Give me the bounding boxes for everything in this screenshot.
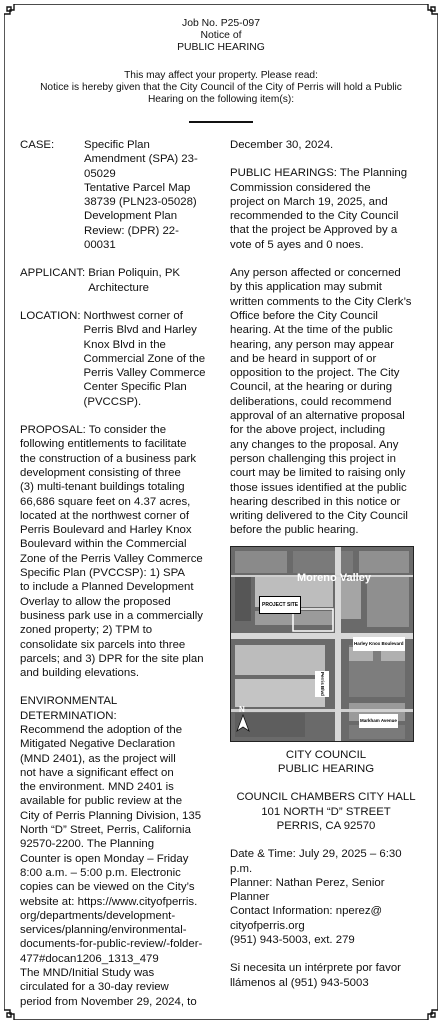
job-number: Job No. P25-097 <box>182 18 260 29</box>
map-harley-knox-label: Harley Knox Boulevard <box>353 637 405 651</box>
notice-header <box>0 18 442 54</box>
comments-text <box>230 266 422 538</box>
text-line: Mitigated Negative Declaration <box>20 738 176 751</box>
intro <box>28 70 414 106</box>
text-line: Date & Time: July 29, 2025 – 6:30 <box>230 848 402 861</box>
text-line: Brian Poliquin, PK <box>88 267 181 280</box>
text-line: Si necesita un intérprete por favor <box>230 962 401 975</box>
text-line: before the public hearing. <box>230 524 359 537</box>
text-line: Planner: Nathan Perez, Senior <box>230 876 385 889</box>
text-line: 92570-2200. The Planning <box>20 838 155 851</box>
text-line: person challenging this project in <box>230 452 396 465</box>
text-line: consolidate six parcels into three <box>20 638 186 651</box>
text-line: period from November 29, 2024, to <box>20 995 197 1008</box>
applicant-label: APPLICANT: <box>20 267 86 280</box>
text-line: documents-for-public-review/-folder- <box>20 938 203 951</box>
council-line-1: CITY COUNCIL <box>285 748 367 761</box>
text-line: Tentative Parcel Map <box>84 181 191 194</box>
text-line: by this application may submit <box>230 281 382 294</box>
venue-block <box>230 790 422 833</box>
text-line: Contact Information: nperez@ <box>230 905 383 918</box>
text-line: hearing described in this notice or <box>230 495 401 508</box>
text-line: Center Specific Plan <box>83 381 187 394</box>
case-text <box>84 138 198 252</box>
text-line: llámenos al (951) 943-5003 <box>230 976 369 989</box>
text-line: Planner <box>230 891 270 904</box>
text-line: development consisting of three <box>20 466 181 479</box>
text-line: services/planning/environmental- <box>20 924 187 937</box>
text-line: PROPOSAL: To consider the <box>20 424 167 437</box>
spanish-interpreter-note <box>230 961 422 990</box>
text-line: website at: https://www.cityofperris. <box>20 895 198 908</box>
text-line: Commission considered the <box>230 181 371 194</box>
text-line: Specific Plan (PVCCSP): 1) SPA <box>20 567 186 580</box>
case-block <box>20 138 216 252</box>
venue-line-1: COUNCIL CHAMBERS CITY HALL <box>236 791 416 804</box>
text-line: Development Plan <box>84 210 178 223</box>
text-line: 05029 <box>84 167 116 180</box>
text-line: hearing, any person may appear <box>230 338 395 351</box>
text-line: 38739 (PLN23-05028) <box>84 196 197 209</box>
text-line: court may be limited to raising only <box>230 467 406 480</box>
text-line: ENVIRONMENTAL <box>20 695 118 708</box>
location-block <box>20 309 216 409</box>
text-line: Any person affected or concerned <box>230 267 401 280</box>
text-line: 8:00 a.m. – 5:00 p.m. Electronic <box>20 866 181 879</box>
text-line: Knox Blvd in the <box>83 338 166 351</box>
text-line: Office before the City Council <box>230 309 378 322</box>
text-line: Recommend the adoption of the <box>20 723 183 736</box>
text-line: org/departments/development- <box>20 909 176 922</box>
text-line: 00031 <box>84 239 116 252</box>
text-line: Perris Valley Commerce <box>83 367 206 380</box>
text-line: and building elevations. <box>20 667 140 680</box>
map-perris-blvd-label: Perris Blvd <box>315 671 329 697</box>
text-line: written comments to the City Clerk’s <box>230 295 412 308</box>
environmental-text <box>20 694 216 1009</box>
proposal-text <box>20 423 216 680</box>
text-line: and be heard in support of or <box>230 352 377 365</box>
text-line: cityofperris.org <box>230 919 305 932</box>
text-line: located at the northwest corner of <box>20 509 190 522</box>
text-line: to include a Planned Development <box>20 581 194 594</box>
text-line: 477#docan1206_1313_479 <box>20 952 159 965</box>
council-heading <box>230 748 422 777</box>
text-line: any changes to the proposal. Any <box>230 438 399 451</box>
divider-rule <box>189 121 253 123</box>
north-arrow-label: N <box>239 704 245 714</box>
text-line: circulated for a 30-day review <box>20 981 169 994</box>
text-line: (MND 2401), as the project will <box>20 752 176 765</box>
map-markham-label: Markham Avenue <box>359 714 398 728</box>
public-hearings-text <box>230 166 422 252</box>
text-line: (951) 943-5003, ext. 279 <box>230 933 355 946</box>
venue-line-2: 101 NORTH “D” STREET <box>261 805 391 818</box>
right-column <box>230 138 422 990</box>
text-line: (PVCCSP). <box>83 395 142 408</box>
text-line: Review: (DPR) 22- <box>84 224 179 237</box>
text-line: not have a significant effect on <box>20 766 174 779</box>
text-line: City of Perris Planning Division, 135 <box>20 809 202 822</box>
text-line: Overlay to allow the proposed <box>20 595 171 608</box>
text-line: recommended to the City Council <box>230 210 399 223</box>
text-line: available for public review at the <box>20 795 183 808</box>
text-line: business park use in a commercially <box>20 609 203 622</box>
text-line: Amendment (SPA) 23- <box>84 153 198 166</box>
text-line: The MND/Initial Study was <box>20 967 155 980</box>
text-line: p.m. <box>230 862 253 875</box>
location-label: LOCATION: <box>20 309 81 322</box>
text-line: hearing. At the time of the public <box>230 324 393 337</box>
text-line: the construction of a business park <box>20 452 197 465</box>
text-line: parcels; and 3) DPR for the site plan <box>20 652 204 665</box>
intro-line-2: Notice is hereby given that the City Council of the City of Perris will hold a Public Hearing on the following item(s): <box>40 82 402 105</box>
applicant-block <box>20 266 216 295</box>
text-line: opposition to the project. The City <box>230 367 400 380</box>
map-project-site-label: PROJECT SITE <box>259 596 301 614</box>
text-line: project on March 19, 2025, and <box>230 195 388 208</box>
text-line: Boulevard within the Commercial <box>20 538 187 551</box>
text-line: following entitlements to facilitate <box>20 438 187 451</box>
text-line: North “D” Street, Perris, California <box>20 824 191 837</box>
text-line: (3) multi-tenant buildings totaling <box>20 481 185 494</box>
notice-title: PUBLIC HEARING <box>177 42 265 53</box>
text-line: writing delivered to the City Council <box>230 510 408 523</box>
text-line: the environment. MND 2401 is <box>20 781 174 794</box>
text-line: approval of an alternative proposal <box>230 410 405 423</box>
text-line: Perris Blvd and Harley <box>83 324 197 337</box>
text-line: zoned property; 2) TPM to <box>20 624 153 637</box>
text-line: Architecture <box>88 281 149 294</box>
location-text <box>84 309 206 409</box>
text-line: deliberations, could recommend <box>230 395 392 408</box>
text-line: DETERMINATION: <box>20 709 117 722</box>
text-line: those issues identified at the public <box>230 481 407 494</box>
hearing-details <box>230 847 422 947</box>
text-line: Zone of the Perris Valley Commerce <box>20 552 203 565</box>
text-line: Council, at the hearing or during <box>230 381 393 394</box>
text-line: Commercial Zone of the <box>83 352 206 365</box>
left-column <box>20 138 216 1009</box>
aerial-map <box>230 546 414 742</box>
intro-line-1: This may affect your property. Please read: <box>124 70 318 81</box>
text-line: for the above project, including <box>230 424 386 437</box>
text-line: copies can be viewed on the City’s <box>20 881 195 894</box>
review-end-date: December 30, 2024. <box>230 139 334 151</box>
council-line-2: PUBLIC HEARING <box>277 763 375 776</box>
venue-line-3: PERRIS, CA 92570 <box>276 819 376 832</box>
notice-of: Notice of <box>200 30 242 41</box>
applicant-text <box>88 266 180 295</box>
text-line: Specific Plan <box>84 139 150 151</box>
text-line: 66,686 square feet on 4.37 acres, <box>20 495 191 508</box>
map-city-label: Moreno Valley <box>297 571 371 584</box>
text-line: Counter is open Monday – Friday <box>20 852 189 865</box>
text-line: PUBLIC HEARINGS: The Planning <box>230 167 408 180</box>
text-line: Perris Boulevard and Harley Knox <box>20 524 192 537</box>
text-line: Northwest corner of <box>83 309 183 322</box>
text-line: vote of 5 ayes and 0 noes. <box>230 238 364 251</box>
text-line: that the project be Approved by a <box>230 224 398 237</box>
case-label: CASE: <box>20 139 55 151</box>
